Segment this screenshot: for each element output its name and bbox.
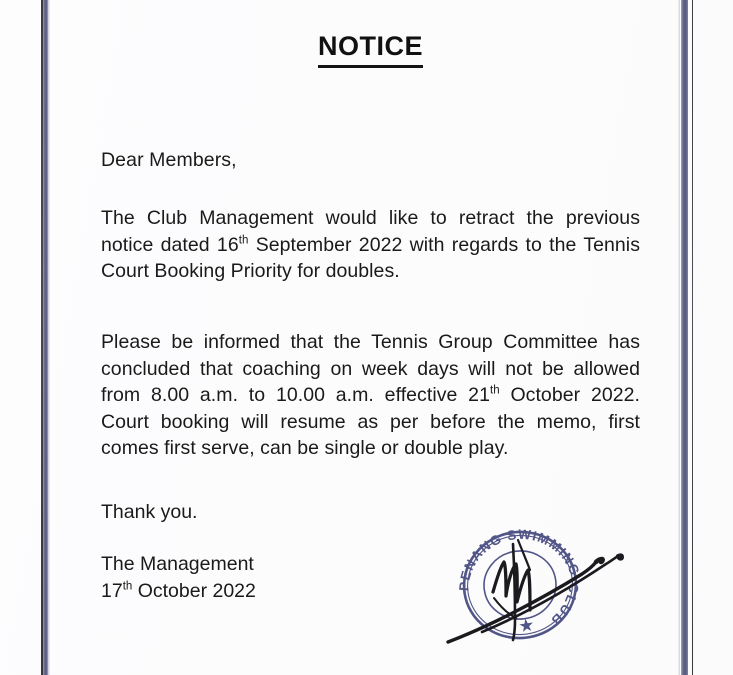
penang-swimming-club-stamp <box>452 521 588 649</box>
page-title-text: NOTICE <box>318 31 423 68</box>
signoff-date-rest: October 2022 <box>132 579 256 602</box>
paragraph-1-text-before-superscript: The Club Management would like to retract the previous notice dated 16 <box>101 207 640 256</box>
paragraph-1-ordinal-superscript: th <box>238 234 249 246</box>
page-title <box>101 31 640 68</box>
signoff-date-superscript: th <box>122 580 133 592</box>
paragraph-2-ordinal-superscript: th <box>489 384 500 397</box>
stamp-bottom-arc-label: CLUB <box>547 582 582 630</box>
stamp-top-arc-label: PENANG SWIMMING <box>456 526 583 592</box>
left-edge-soft-shadow <box>48 0 50 675</box>
stamp-star-icon <box>519 618 534 633</box>
paragraph-1-text-after-superscript: September 2022 with regards to the Tennis Court Booking Priority for doubles. <box>101 233 640 282</box>
right-edge-soft-shadow <box>678 0 680 675</box>
paragraph-2-text-after-superscript: October 2022. Court booking will resume as per before the memo, first comes first serve, can be single or double play. <box>101 384 640 459</box>
signoff-author: The Management <box>101 553 254 575</box>
right-edge-navy-band <box>681 0 688 675</box>
signoff-block <box>101 551 256 604</box>
signoff-date-number: 17 <box>101 579 123 602</box>
salutation: Dear Members, <box>101 149 237 171</box>
right-edge-dark-line <box>692 0 694 675</box>
body-paragraph-1 <box>101 205 640 285</box>
body-paragraph-2 <box>101 329 640 462</box>
paragraph-2-text-before-superscript: Please be informed that the Tennis Group Committee has concluded that coaching on week days will not be allowed from 8.00 a.m. to 10.00 a.m. effective 21 <box>101 331 640 406</box>
signoff-date <box>101 578 256 605</box>
closing-thanks: Thank you. <box>101 501 198 523</box>
